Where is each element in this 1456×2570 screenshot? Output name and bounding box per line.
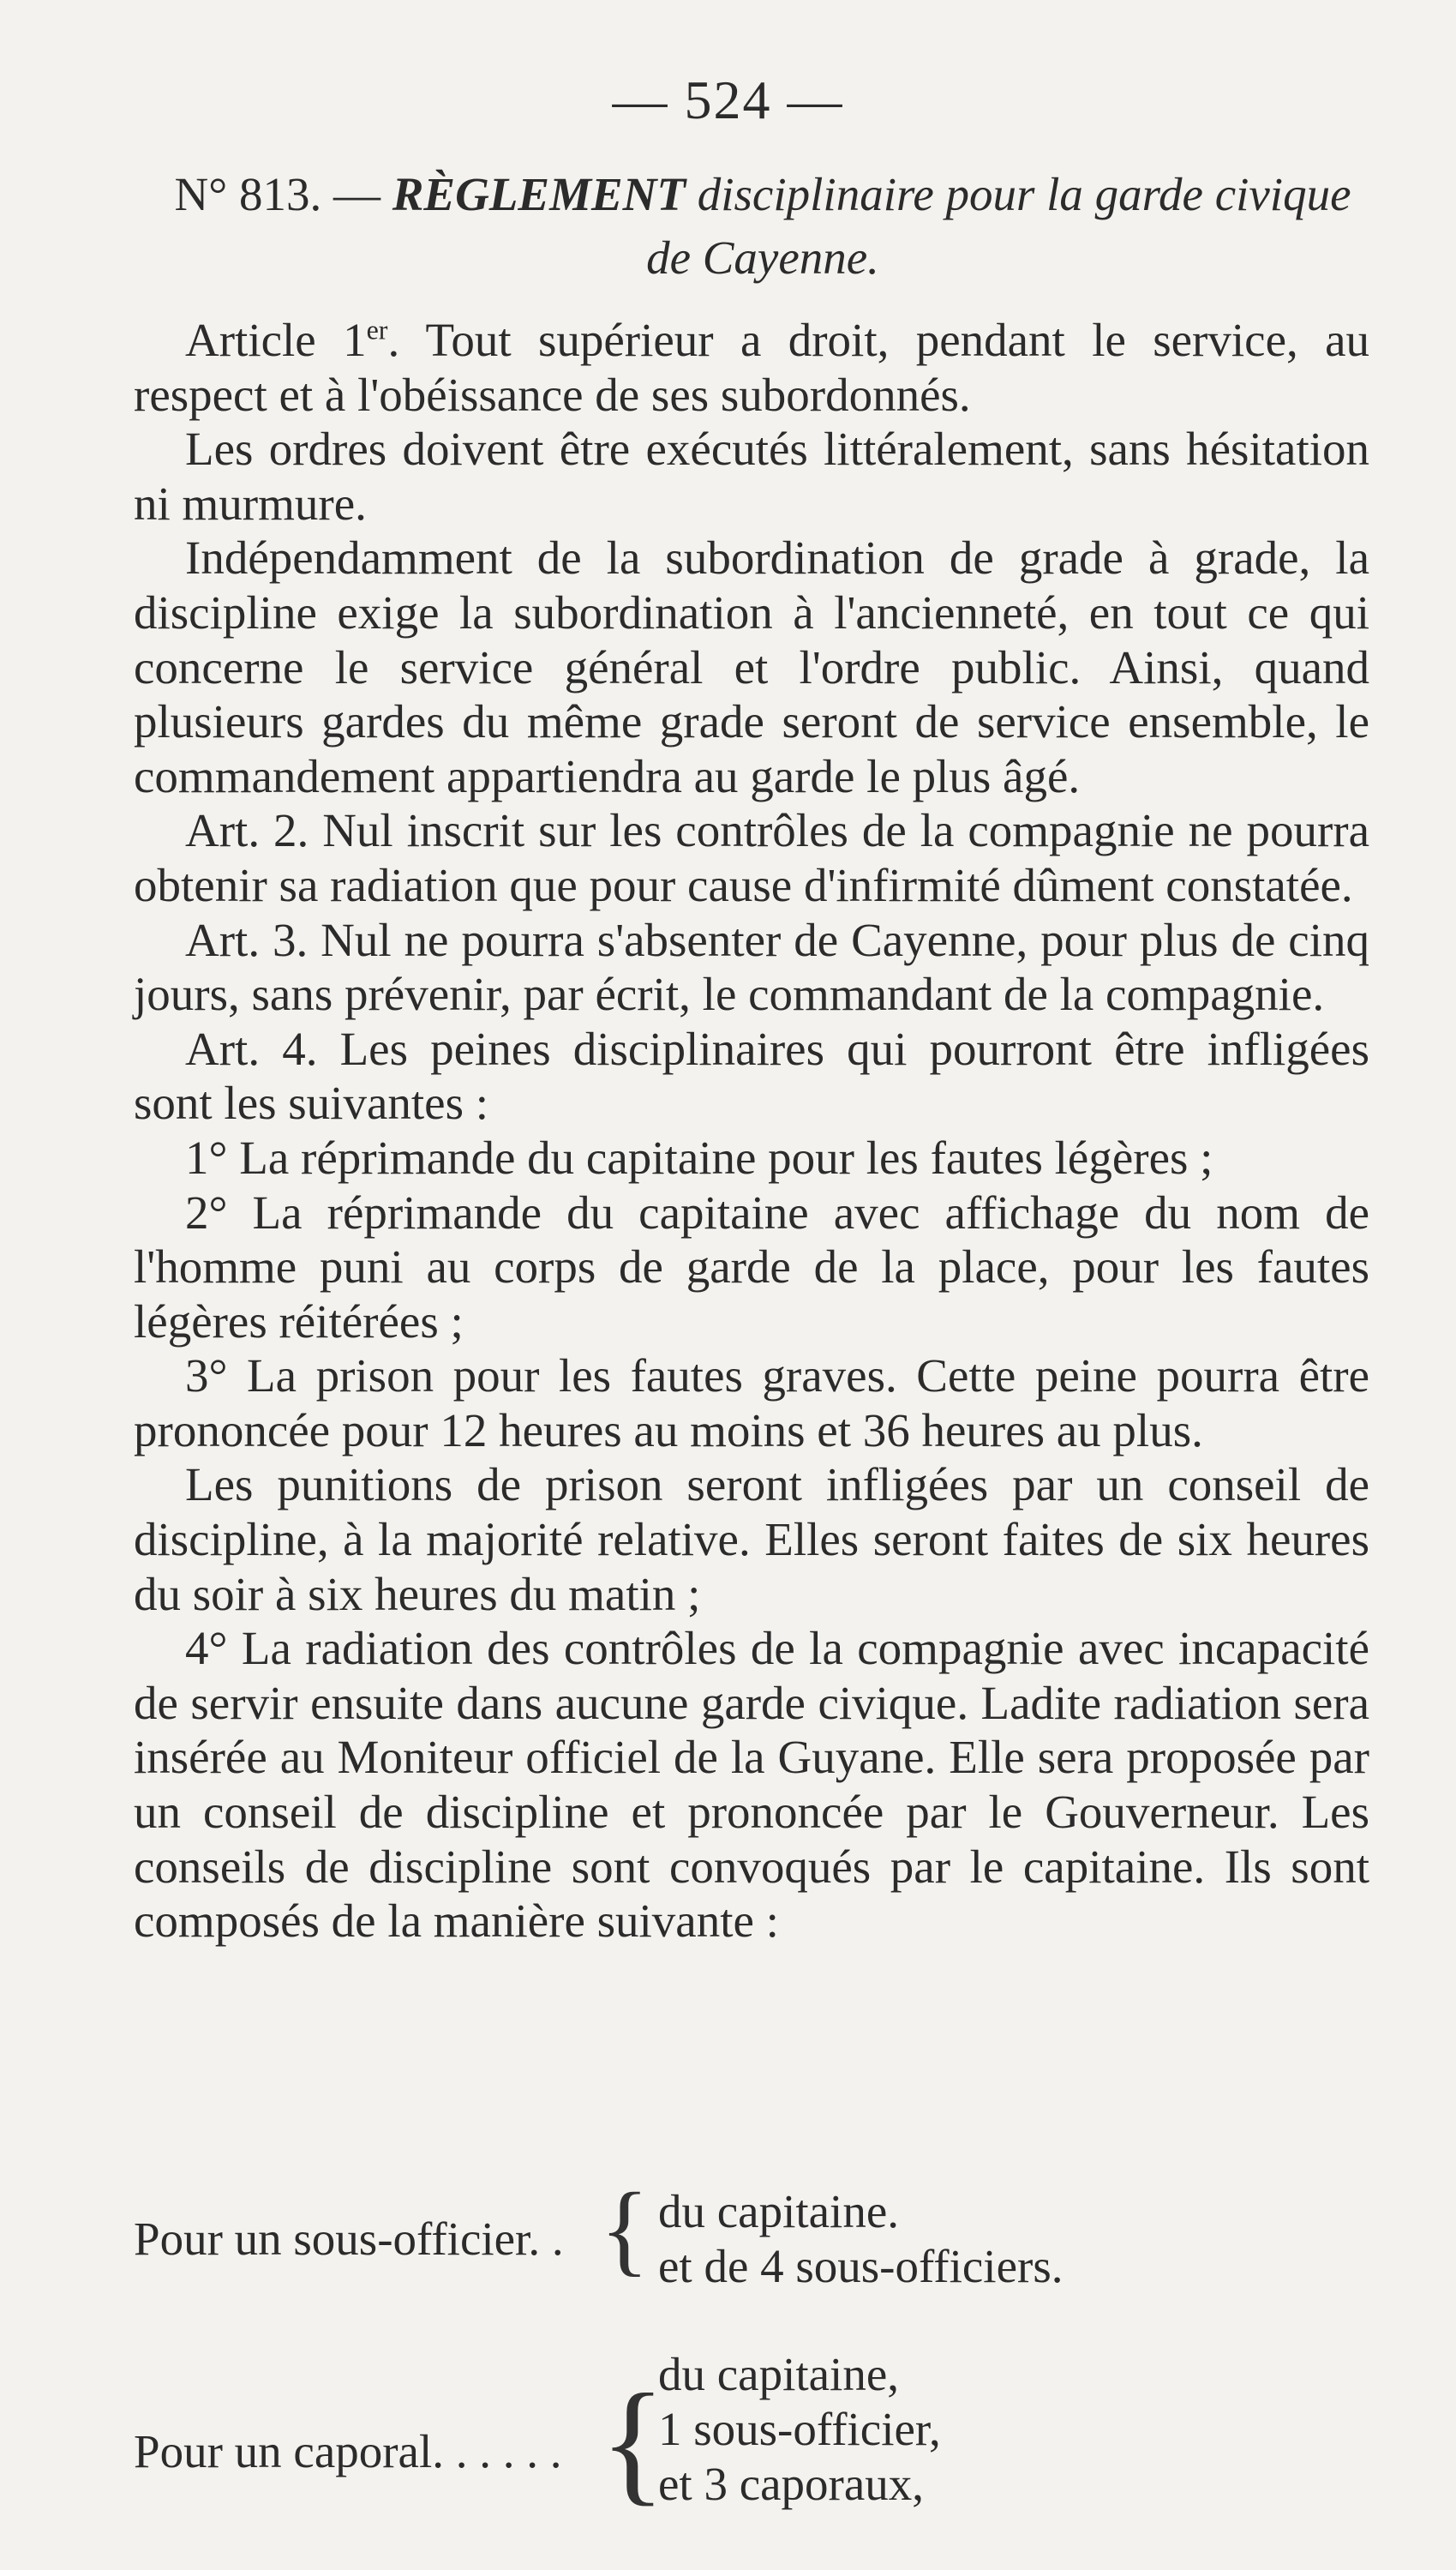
paragraph-article-1 xyxy=(134,313,1369,422)
council-item: 1 sous-officier, xyxy=(658,2403,941,2455)
council-item: du capitaine. xyxy=(658,2185,899,2237)
paragraph-penalty-4: 4° La radiation des contrôles de la compagnie avec incapacité de servir ensuite dans aucune garde civique. Ladite radiation sera insérée au Moniteur officiel de la Guyane. Elle sera proposée par un conseil de discipline et prononcée par le Gouverneur. Les conseils de discipline sont convoqués par le capitaine. Ils sont composés de la manière suivante : xyxy=(134,1622,1369,1948)
heading-title-rest: disciplinaire pour la garde civique xyxy=(697,168,1351,220)
council-row-label: Pour un sous-officier. . xyxy=(134,2213,564,2265)
paragraph-penalty-1: 1° La réprimande du capitaine pour les fautes légères ; xyxy=(185,1131,1213,1184)
council-composition xyxy=(134,2171,1369,2570)
page-number: — 524 — xyxy=(612,69,844,130)
decree-heading xyxy=(154,163,1371,290)
article-1-sup: er xyxy=(366,314,388,345)
article-1-text: . Tout supérieur a droit, pendant le service, au respect et à l'obéissance de ses subordonnés. xyxy=(134,314,1370,421)
council-row-caporal xyxy=(134,2347,1369,2570)
decree-number: N° 813. — xyxy=(174,168,380,220)
brace-icon: { xyxy=(600,2365,666,2518)
brace-icon: { xyxy=(600,2171,650,2285)
paragraph-orders: Les ordres doivent être exécutés littéralement, sans hésitation ni murmure. xyxy=(134,423,1369,530)
council-item: et 3 caporaux, xyxy=(658,2458,924,2510)
heading-title-bold: RÈGLEMENT xyxy=(392,168,686,220)
paragraph-article-2: Art. 2. Nul inscrit sur les contrôles de la compagnie ne pourra obtenir sa radiation que pour cause d'infirmité dûment constatée. xyxy=(134,804,1369,911)
paragraph-prison-punitions: Les punitions de prison seront infligées par un conseil de discipline, à la majorité relative. Elles seront faites de six heures du soir à six heures du matin ; xyxy=(134,1458,1369,1620)
council-row-items xyxy=(658,2347,941,2512)
paragraph-subordination: Indépendamment de la subordination de grade à grade, la discipline exige la subordination à l'ancienneté, en tout ce qui concerne le service général et l'ordre public. Ainsi, quand plusieurs gardes du même grade seront de service ensemble, le commandement appartiendra au garde le plus âgé. xyxy=(134,531,1369,802)
council-item: et de 4 sous-officiers. xyxy=(658,2240,1064,2292)
paragraph-article-3: Art. 3. Nul ne pourra s'absenter de Cayenne, pour plus de cinq jours, sans prévenir, par écrit, le commandant de la compagnie. xyxy=(134,913,1369,1021)
heading-line-1 xyxy=(154,163,1371,226)
council-item: du capitaine, xyxy=(658,2348,899,2400)
paragraph-penalty-2: 2° La réprimande du capitaine avec affichage du nom de l'homme puni au corps de garde de la place, pour les fautes légères réitérées ; xyxy=(134,1186,1369,1348)
council-row-items xyxy=(658,2184,1063,2294)
paragraph-article-4: Art. 4. Les peines disciplinaires qui pourront être infligées sont les suivantes : xyxy=(134,1022,1369,1130)
council-row-sous-officier xyxy=(134,2171,1369,2347)
heading-line-2: de Cayenne. xyxy=(646,231,879,284)
council-row-label: Pour un caporal. . . . . . xyxy=(134,2425,562,2477)
body-text xyxy=(134,313,1369,1949)
paragraph-penalty-3: 3° La prison pour les fautes graves. Cette peine pourra être prononcée pour 12 heures au moins et 36 heures au plus. xyxy=(134,1349,1369,1456)
article-1-label: Article 1 xyxy=(185,314,367,366)
